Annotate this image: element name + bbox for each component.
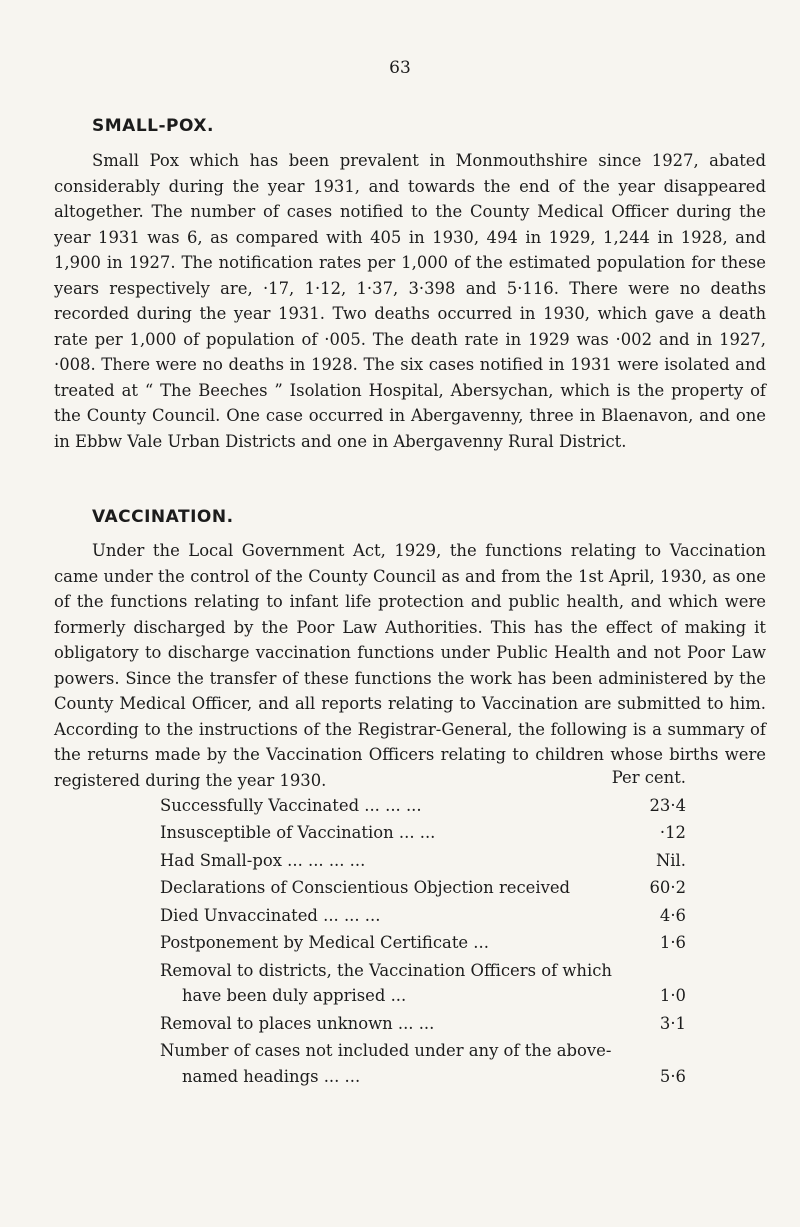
row-value: Nil.: [655, 850, 686, 870]
row-value: 5·6: [659, 1066, 686, 1086]
smallpox-heading: SMALL-POX.: [92, 116, 214, 136]
table-row: [160, 875, 686, 901]
row-label: Number of cases not included under any of the above-named headings ... ...: [160, 1041, 612, 1086]
row-value: 23·4: [649, 795, 686, 815]
row-value: 60·2: [649, 878, 686, 897]
table-header: Per cent.: [611, 768, 686, 787]
row-value: 1·0: [659, 986, 686, 1005]
row-label: Declarations of Conscientious Objection received: [160, 878, 571, 897]
row-label: Had Small-pox ... ... ... ...: [160, 850, 366, 870]
vaccination-summary-table: [160, 765, 686, 1089]
table-row: [160, 958, 686, 1009]
table-row: [160, 820, 686, 846]
table-row: [160, 848, 686, 874]
row-value: 1·6: [659, 933, 686, 952]
vaccination-heading: VACCINATION.: [92, 507, 234, 527]
row-label: Died Unvaccinated ... ... ...: [160, 905, 381, 925]
row-value: 3·1: [659, 1013, 686, 1033]
row-value: ·12: [659, 823, 686, 842]
row-label: Removal to places unknown ... ...: [160, 1013, 435, 1033]
smallpox-paragraph: Small Pox which has been prevalent in Monmouthshire since 1927, abated considerably during the year 1931, and towards the end of the year disappeared altogether. The number of cases notified to the County Medical Officer during the year 1931 was 6, as compared with 405 in 1930, 494 in 1929, 1,244 in 1928, and 1,900 in 1927. The notification rates per 1,000 of the estimated population for these years respectively are, ·17, 1·12, 1·37, 3·398 and 5·116. There were no deaths recorded during the year 1931. Two deaths occurred in 1930, which gave a death rate per 1,000 of population of ·005. The death rate in 1929 was ·002 and in 1927, ·008. There were no deaths in 1928. The six cases notified in 1931 were isolated and treated at “ The Beeches ” Isolation Hospital, Abersychan, which is the property of the County Council. One case occurred in Abergavenny, three in Blaenavon, and one in Ebbw Vale Urban Districts and one in Abergavenny Rural District.: [54, 151, 766, 451]
table-row: [160, 903, 686, 929]
page-number: 63: [389, 58, 411, 78]
row-value: 4·6: [659, 905, 686, 925]
row-label: Insusceptible of Vaccination ... ...: [160, 823, 436, 842]
table-row: [160, 793, 686, 819]
table-row: [160, 1038, 686, 1089]
vaccination-paragraph: Under the Local Government Act, 1929, the functions relating to Vaccination came under the control of the County Council as and from the 1st April, 1930, as one of the functions relating to infant life protection and public health, and which were formerly discharged by the Poor Law Authorities. This has the effect of making it obligatory to discharge vaccination functions under Public Health and not Poor Law powers. Since the transfer of these functions the work has been administered by the County Medical Officer, and all reports relating to Vaccination are submitted to him. According to the instructions of the Registrar-General, the following is a summary of the returns made by the Vaccination Officers relating to children whose births were registered during the year 1930.: [54, 541, 766, 790]
table-row: [160, 1011, 686, 1037]
row-label: Removal to districts, the Vaccination Officers of which have been duly apprised ...: [160, 960, 612, 1005]
row-label: Successfully Vaccinated ... ... ...: [160, 795, 422, 815]
table-row: [160, 930, 686, 956]
row-label: Postponement by Medical Certificate ...: [160, 933, 489, 952]
